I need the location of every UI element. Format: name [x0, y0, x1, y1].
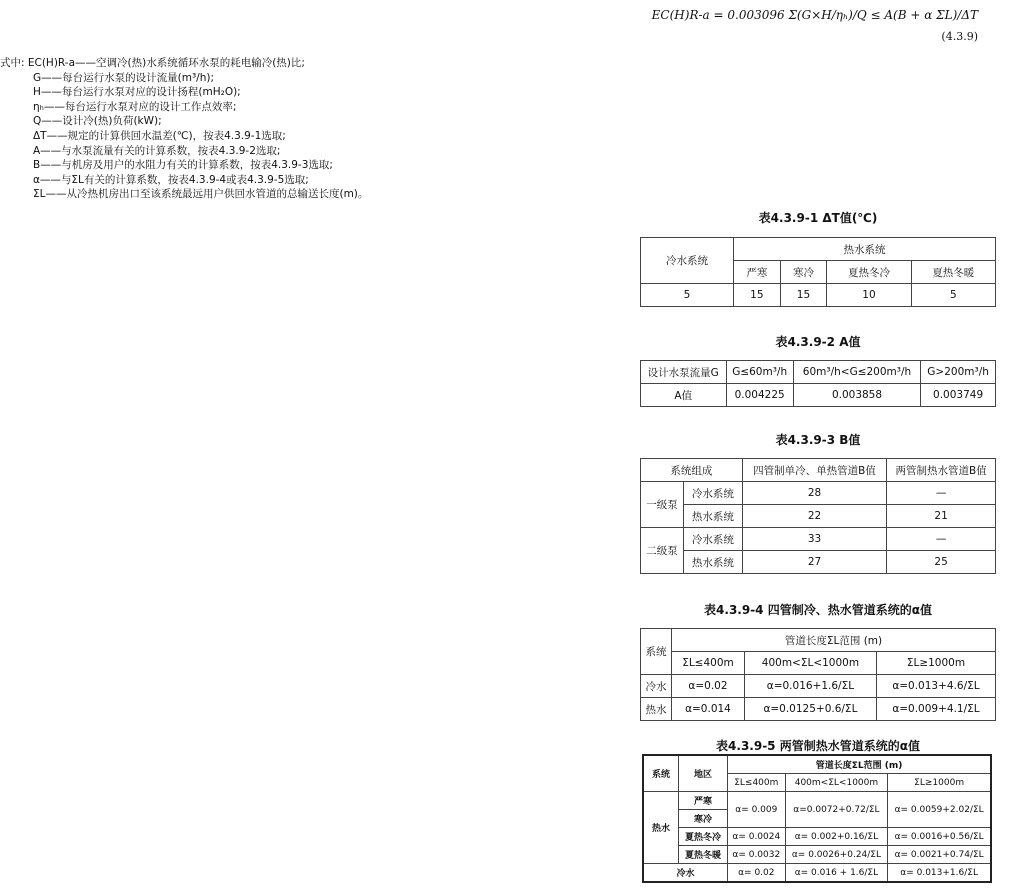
- table5-cell: α= 0.0032: [728, 846, 786, 864]
- table5-subheader: 400m<ΣL<1000m: [785, 774, 888, 792]
- table2-header: G≤60m³/h: [726, 361, 793, 384]
- table5-header-system: 系统: [643, 755, 679, 792]
- table4-system: 热水: [641, 698, 672, 721]
- table5-subheader: ΣL≤400m: [728, 774, 786, 792]
- table4-system: 冷水: [641, 675, 672, 698]
- table3: [640, 458, 996, 574]
- table4-subheader: ΣL≤400m: [672, 652, 745, 675]
- table5-region: 严寒: [679, 792, 728, 810]
- table5-caption: 表4.3.9-5 两管制热水管道系统的α值: [716, 739, 920, 753]
- table4-cell: α=0.0125+0.6/ΣL: [744, 698, 876, 721]
- table1-cell: 5: [641, 284, 734, 307]
- definition-item: H——每台运行水泵对应的设计扬程(mH₂O);: [33, 86, 241, 99]
- table3-header: 两管制热水管道B值: [887, 459, 996, 482]
- table1-subheader: 寒冷: [780, 261, 827, 284]
- table2-cell: 0.003858: [793, 384, 920, 407]
- table1-header-hot: 热水系统: [734, 238, 996, 261]
- definition-item: B——与机房及用户的水阻力有关的计算系数，按表4.3.9-3选取;: [33, 159, 333, 172]
- table5-cell: α= 0.002+0.16/ΣL: [785, 828, 888, 846]
- definitions-block: [0, 56, 368, 202]
- table3-caption: 表4.3.9-3 B值: [775, 433, 861, 447]
- table1-subheader: 夏热冬冷: [827, 261, 911, 284]
- formula-number: (4.3.9): [941, 30, 978, 43]
- table3-cell: —: [887, 528, 996, 551]
- table3-header: 四管制单冷、单热管道B值: [742, 459, 886, 482]
- table3-cell: 28: [742, 482, 886, 505]
- definition-item: A——与水泵流量有关的计算系数，按表4.3.9-2选取;: [33, 144, 281, 157]
- table3-cell: 33: [742, 528, 886, 551]
- table1-subheader: 夏热冬暖: [911, 261, 995, 284]
- table3-cell: —: [887, 482, 996, 505]
- table4-cell: α=0.009+4.1/ΣL: [876, 698, 995, 721]
- table1-header-cold: 冷水系统: [641, 238, 734, 284]
- table1: [640, 237, 996, 307]
- table5-cell: α= 0.0016+0.56/ΣL: [888, 828, 991, 846]
- table2: [640, 360, 996, 407]
- definition-item: α——与ΣL有关的计算系数，按表4.3.9-4或表4.3.9-5选取;: [33, 173, 309, 186]
- table4-subheader: 400m<ΣL<1000m: [744, 652, 876, 675]
- table5-cell: α= 0.02: [728, 864, 786, 883]
- table3-system: 热水系统: [684, 505, 743, 528]
- table4: [640, 628, 996, 721]
- table1-cell: 15: [780, 284, 827, 307]
- table1-subheader: 严寒: [734, 261, 781, 284]
- table2-cell: A值: [641, 384, 727, 407]
- table5-cell: α= 0.0059+2.02/ΣL: [888, 792, 991, 828]
- table5-cell: α=0.0072+0.72/ΣL: [785, 792, 888, 828]
- table5-subheader: ΣL≥1000m: [888, 774, 991, 792]
- table3-cell: 25: [887, 551, 996, 574]
- table3-system: 热水系统: [684, 551, 743, 574]
- table4-cell: α=0.013+4.6/ΣL: [876, 675, 995, 698]
- table5-system-cold: 冷水: [643, 864, 728, 883]
- table2-header: 设计水泵流量G: [641, 361, 727, 384]
- table2-cell: 0.004225: [726, 384, 793, 407]
- table5-region: 夏热冬暖: [679, 846, 728, 864]
- table3-group: 二级泵: [641, 528, 684, 574]
- table1-cell: 5: [911, 284, 995, 307]
- table3-cell: 27: [742, 551, 886, 574]
- table4-header-system: 系统: [641, 629, 672, 675]
- definition-item: ηₕ——每台运行水泵对应的设计工作点效率;: [33, 100, 237, 113]
- table3-cell: 22: [742, 505, 886, 528]
- table5: [642, 754, 992, 883]
- definition-lead: 式中: EC(H)R-a——空调冷(热)水系统循环水泵的耗电输冷(热)比;: [0, 57, 305, 69]
- table3-header: 系统组成: [641, 459, 743, 482]
- table5-system-hot: 热水: [643, 792, 679, 864]
- table3-system: 冷水系统: [684, 528, 743, 551]
- definition-item: ΣL——从冷热机房出口至该系统最远用户供回水管道的总输送长度(m)。: [33, 188, 369, 201]
- table5-cell: α= 0.0021+0.74/ΣL: [888, 846, 991, 864]
- definition-item: G——每台运行水泵的设计流量(m³/h);: [33, 71, 214, 84]
- definition-item: Q——设计冷(热)负荷(kW);: [33, 115, 162, 128]
- table5-region: 寒冷: [679, 810, 728, 828]
- table4-caption: 表4.3.9-4 四管制冷、热水管道系统的α值: [704, 603, 932, 617]
- table4-subheader: ΣL≥1000m: [876, 652, 995, 675]
- table4-cell: α=0.02: [672, 675, 745, 698]
- table1-caption: 表4.3.9-1 ΔT值(℃): [758, 211, 878, 225]
- definition-item: ΔT——规定的计算供回水温差(℃)，按表4.3.9-1选取;: [33, 129, 286, 142]
- table2-caption: 表4.3.9-2 A值: [775, 335, 861, 349]
- table1-cell: 10: [827, 284, 911, 307]
- table5-cell: α= 0.016 + 1.6/ΣL: [785, 864, 888, 883]
- table4-cell: α=0.014: [672, 698, 745, 721]
- formula: EC(H)R-a = 0.003096 Σ(G×H/ηₕ)/Q ≤ A(B + α ΣL)/ΔT: [651, 8, 978, 22]
- table4-cell: α=0.016+1.6/ΣL: [744, 675, 876, 698]
- table2-cell: 0.003749: [921, 384, 996, 407]
- table5-cell: α= 0.0026+0.24/ΣL: [785, 846, 888, 864]
- table2-header: 60m³/h<G≤200m³/h: [793, 361, 920, 384]
- table5-cell: α= 0.013+1.6/ΣL: [888, 864, 991, 883]
- table5-region: 夏热冬冷: [679, 828, 728, 846]
- table5-cell: α= 0.0024: [728, 828, 786, 846]
- table2-header: G>200m³/h: [921, 361, 996, 384]
- table5-header-range: 管道长度ΣL范围 (m): [728, 755, 992, 774]
- table4-header-range: 管道长度ΣL范围 (m): [672, 629, 996, 652]
- table3-cell: 21: [887, 505, 996, 528]
- table5-cell: α= 0.009: [728, 792, 786, 828]
- table1-cell: 15: [734, 284, 781, 307]
- table3-system: 冷水系统: [684, 482, 743, 505]
- table3-group: 一级泵: [641, 482, 684, 528]
- table5-header-region: 地区: [679, 755, 728, 792]
